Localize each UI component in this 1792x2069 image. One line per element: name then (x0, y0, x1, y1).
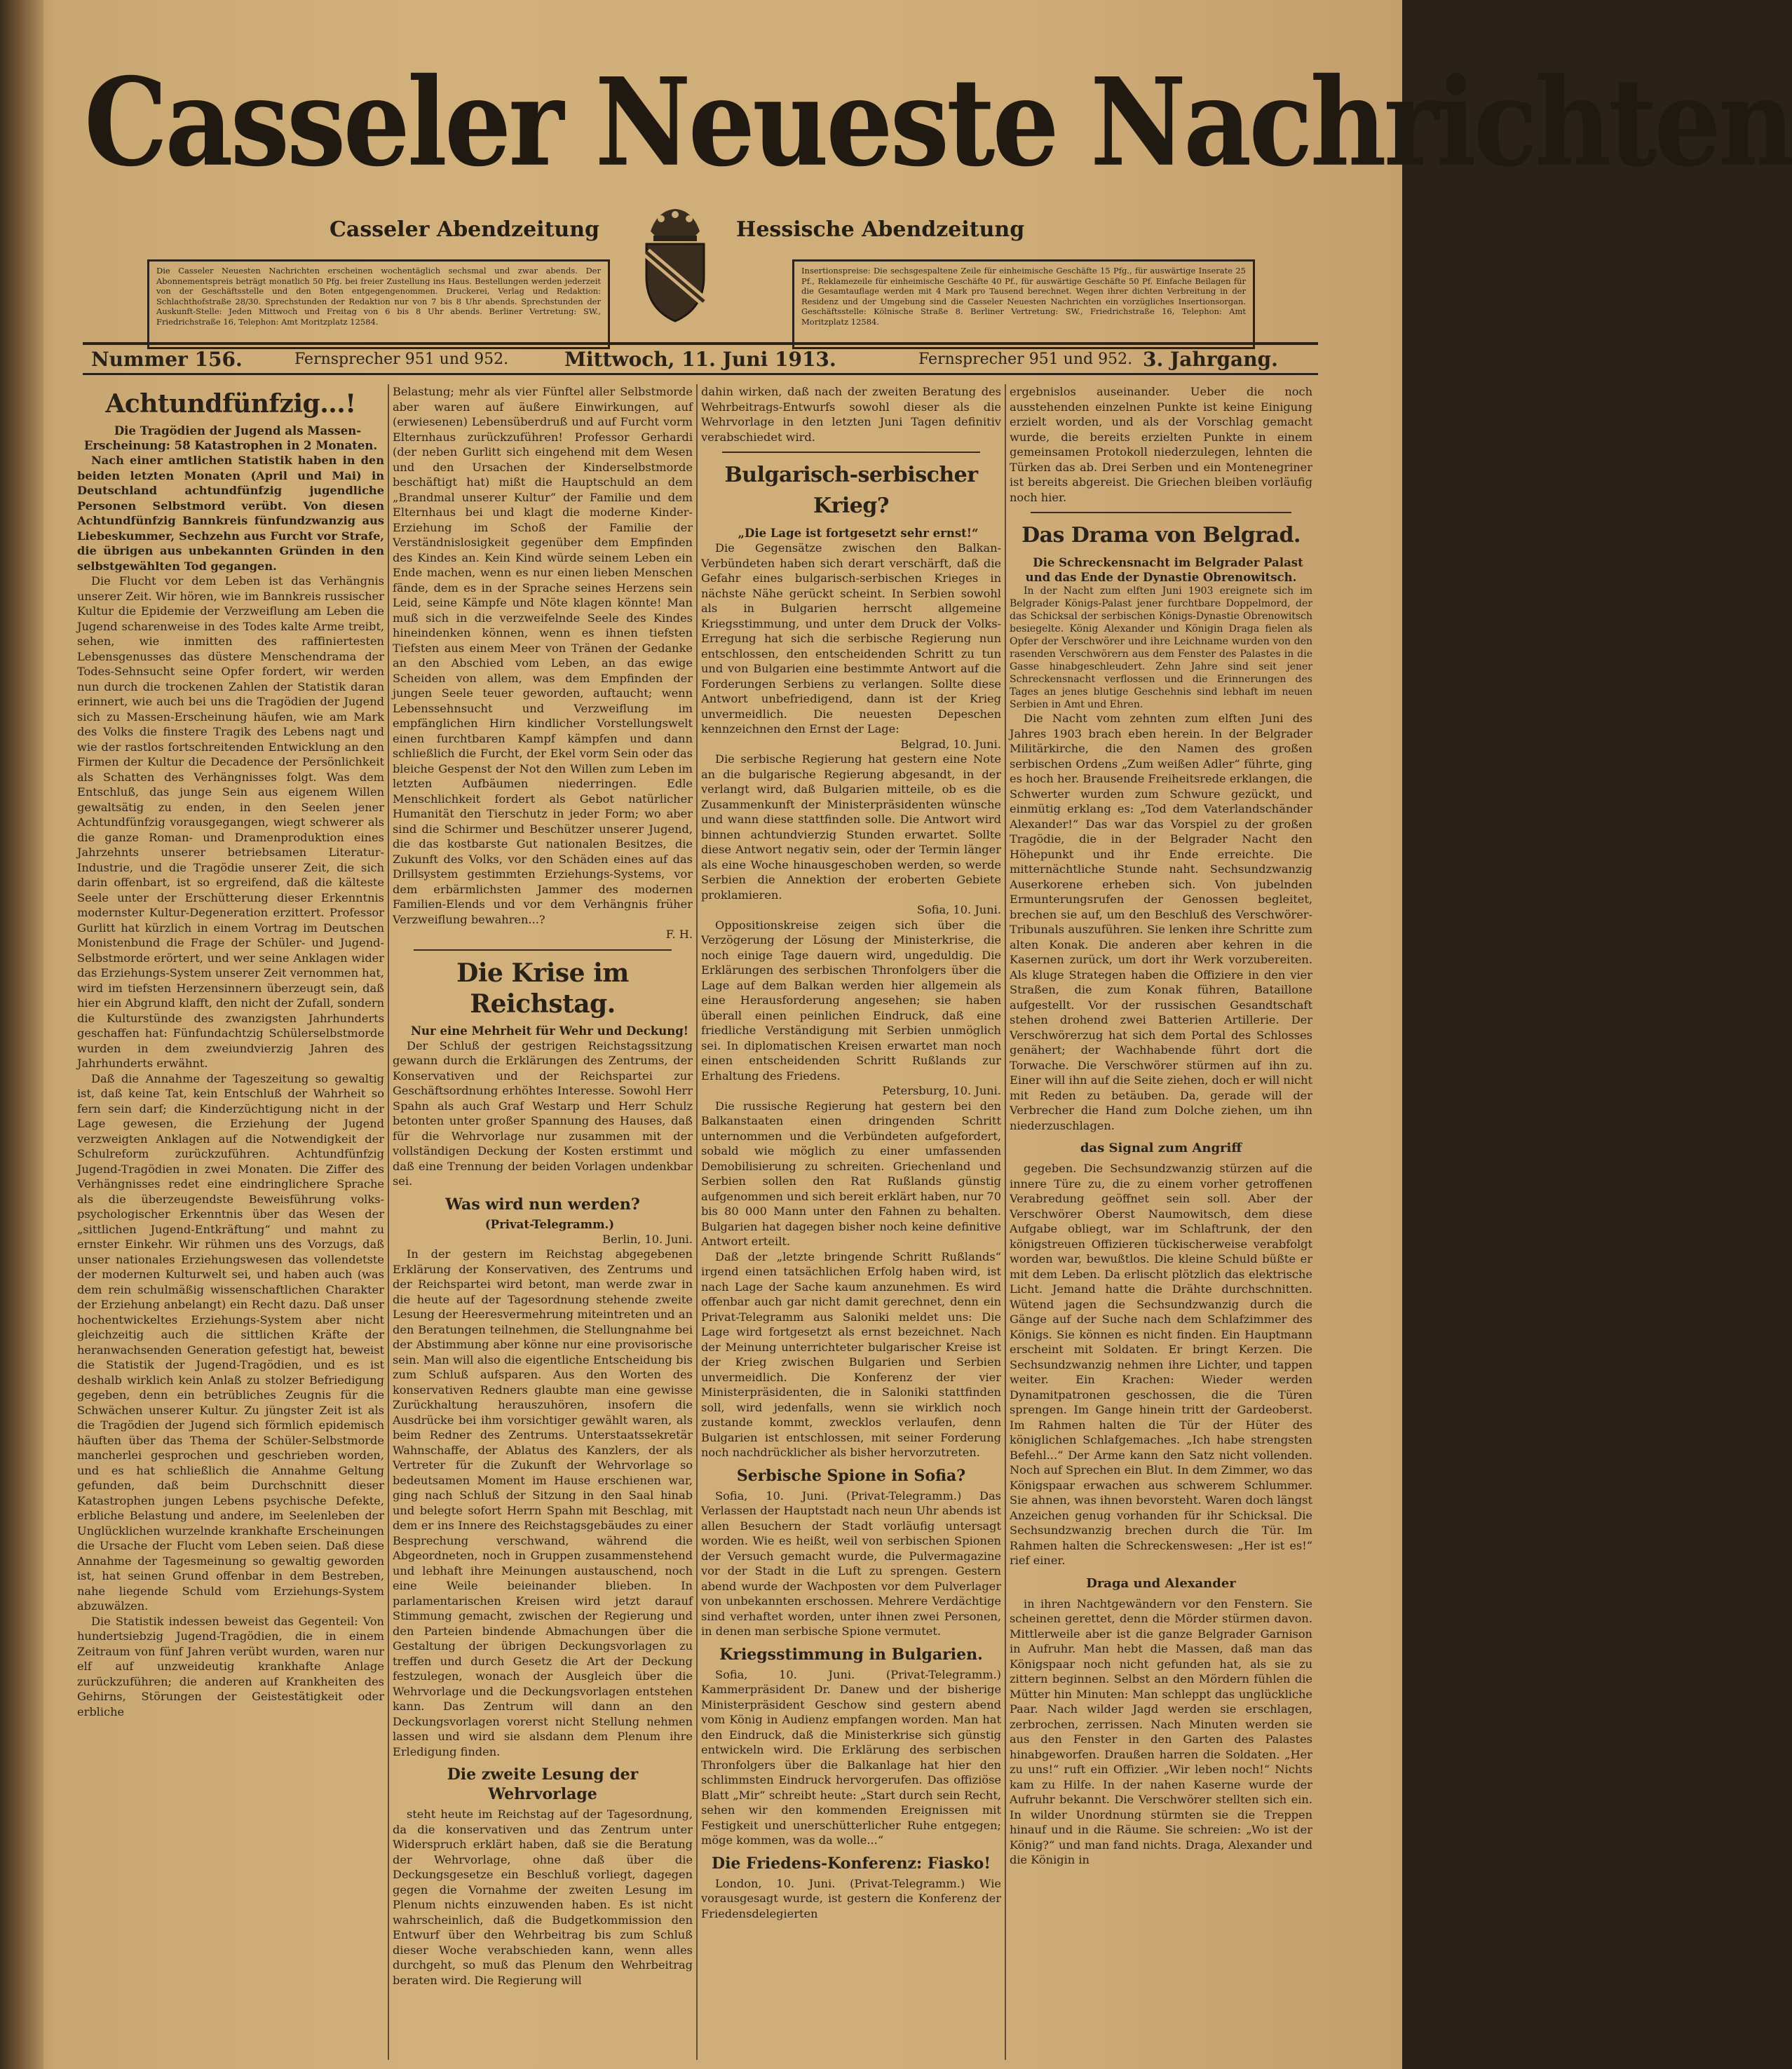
section-divider (1031, 512, 1291, 513)
column-divider (1005, 384, 1006, 2060)
article-signature: F. H. (665, 928, 693, 941)
article-title-bulgarisch: Bulgarisch-serbischer Krieg? (724, 463, 978, 518)
article-paragraph: Die Gegensätze zwischen den Balkan-Verbündeten haben sich derart verschärft, daß die Gefahr eines bulgarisch-serbischen Krieges in nächste Nähe gerückt scheint. In Serbien sowohl als in Bulgarien herrscht allgemeine Kriegsstimmung, und unter dem Druck der Volks-Erregung hat sich die serbische Regierung nun entschlossen, den entscheidenden Schritt zu tun und von Bulgarien eine bestimmte Antwort auf die Forderungen Serbiens zu verlangen. Sollte diese Antwort unbefriedigend, dann ist der Krieg unvermeidlich. Die neuesten Depeschen kennzeichnen den Ernst der Lage: (701, 541, 1001, 735)
article-paragraph: Die Statistik indessen beweist das Gegenteil: Von hundertsiebzig Jugend-Tragödien, die in einem Zeitraum von fünf Jahren verübt wurden, waren nur elf auf unzweideutig krankhafte Anlage zurückzuführen; die anderen auf Krankheiten des Gehirns, Störungen der Geistestätigkeit oder erbliche (77, 1614, 384, 1718)
issue-number: Nummer 156. (91, 348, 243, 371)
column-divider (388, 384, 389, 2060)
column-2 (393, 384, 693, 2060)
article-title-belgrad: Das Drama von Belgrad. (1021, 523, 1301, 548)
article-paragraph: Die russische Regierung hat gestern bei den Balkanstaaten einen dringenden Schritt unternommen und die Verbündeten aufgefordert, sobald wie möglich zu einer umfassenden Demobilisierung zu schreiten. Griechenland und Serbien sollen den Rat Rußlands günstig aufgenommen und sich bereit erklärt haben, nur 70 bis 80 000 Mann unter den Fahnen zu behalten. Bulgarien hat dagegen bisher noch keine definitive Antwort erteilt. (701, 1099, 1001, 1248)
column-divider (696, 384, 698, 2060)
article-deck: Die Schreckensnacht im Belgrader Palast und das Ende der Dynastie Obrenowitsch. (1025, 556, 1303, 584)
telegram-note: (Privat-Telegramm.) (484, 1217, 615, 1231)
article-paragraph: Sofia, 10. Juni. (Privat-Telegramm.) Das Verlassen der Hauptstadt nach neun Uhr abends ist allen Besuchern der Stadt vorläufig untersagt worden. Wie es heißt, weil von serbischen Spionen der Versuch gemacht wurde, die Pulvermagazine vor der Stadt in die Luft zu sprengen. Gestern abend wurde der Wachposten vor dem Pulverlager von unbekannten erschossen. Mehrere Verdächtige sind verhaftet worden, unter ihnen zwei Personen, in denen man serbische Spione vermutet. (701, 1488, 1001, 1638)
article-paragraph: steht heute im Reichstag auf der Tagesordnung, da die konservativen und das Zentrum unter Widerspruch erklärt haben, daß sie die Beratung der Wehrvorlage, ohne daß über die Deckungsgesetze ein Beschluß vorliegt, dagegen gegen die Vornahme der zweiten Lesung im Plenum nichts einzuwenden haben. Es ist nicht wahrscheinlich, daß die Budgetkommission den Entwurf über den Wehrbeitrag bis zum Schluß dieser Woche verabschieden kann, wenn alles durchgeht, so muß das Plenum den Wehrbeitrag beraten wird. Die Regierung will (393, 1807, 693, 1987)
article-paragraph: Sofia, 10. Juni. (Privat-Telegramm.) Kammerpräsident Dr. Danew und der bisherige Ministerpräsident Geschow sind gestern abend vom König in Audienz empfangen worden. Man hat den Eindruck, daß die Ministerkrise sich günstig entwickeln wird. Die Erklärung des serbischen Thronfolgers über die Balkanlage hat hier den schlimmsten Eindruck hervorgerufen. Das offiziöse Blatt „Mir“ schreibt heute: „Start durch sein Recht, sehen wir den kommenden Ereignissen mit Festigkeit und unerschütterlicher Ruhe entgegen; möge kommen, was da wolle...“ (701, 1667, 1001, 1847)
article-deck: Die Tragödien der Jugend als Massen-Erscheinung: 58 Katastrophen in 2 Monaten. (83, 424, 378, 452)
article-paragraph: Die Nacht vom zehnten zum elften Juni des Jahres 1903 brach eben herein. In der Belgrader Militärkirche, die den Namen des großen serbischen Ordens „Zum weißen Adler“ führte, ging es hoch her. Brausende Freiheitsrede erklangen, die Schwerter wurden zum Schwure gezückt, und einmütig erklang es: „Tod dem Vaterlandschänder Alexander!“ Das war das Vorspiel zu der großen Tragödie, die in der Belgrader Nacht den Höhepunkt und ihr Ende erreichte. Die mitternächtliche Stunde naht. Sechsundzwanzig Auserkorene erheben sich. Von jubelnden Ermunterungsrufen der Genossen begleitet, brechen sie auf, um den Beschluß des Verschwörer-Tribunals auszuführen. Sie lenken ihre Schritte zum alten Konak. Die anderen aber kehren in die Kasernen zurück, um dort ihr Werk vorzubereiten. Als kluge Strategen haben die Offiziere in den vier Straßen, die zum Konak führen, Bataillone aufgestellt. Vor der russischen Gesandtschaft stehen drohend zwei Batterien Artillerie. Der Verschwörerzug hat sich dem Portal des Schlosses genähert; der Wachhabende führt dort die Torwache. Die Verschwörer stürmen auf ihn zu. Einer will ihn auf die Seite ziehen, doch er will nicht mit Reden zu betäuben. Da, gerade will der Verbrecher die Hand zum Dolche ziehen, um ihn niederzuschlagen. (1010, 712, 1312, 1132)
article-paragraph: Die Flucht vor dem Leben ist das Verhängnis unserer Zeit. Wir hören, wie im Bannkreis russischer Kultur die Epidemie der Verzweiflung am Leben die Jugend scharenweise in des Todes kalte Arme treibt, sehen, wie inmitten des raffiniertesten Lebensgenusses das düstere Menschendrama der Todes-Sehnsucht seine Opfer fordert, wir werden nun durch die trockenen Zahlen der Statistik daran erinnert, wie auch bei uns die Tragödien der Jugend sich zu Massen-Erscheinung häufen, wie am Mark des Volks die finstere Tragik des Lebens nagt und wie der rastlos fortschreitenden Entwicklung an den Firmen der Kultur die Decadence der Persönlichkeit als Schatten des Verhängnisses folgt. Was dem Entschluß, das junge Sein aus eigenem Willen gewaltsätig zu enden, in den Seelen jener Achtundfünfzig vorausgegangen, wiegt schwerer als die ganze Roman- und Dramenproduktion eines Jahrzehnts unserer betriebsamen Literatur-Industrie, und die Tragödie unserer Zeit, die sich darin offenbart, ist so ergreifend, daß die kälteste Seele unter der Erschütterung dieser Erkenntnis modernster Kultur-Degeneration erzittert. Professor Gurlitt hat kürzlich in einem Vortrag im Deutschen Monistenbund die Frage der Schüler- und Jugend-Selbstmorde erörtert, und wer seine Anklagen wider das Erziehungs-System unserer Zeit vernommen hat, wird im tiefsten Herzensinnern überzeugt sein, daß hier ein Abgrund klafft, den nicht der Zufall, sondern die Kulturstünde des zwanzigsten Jahrhunderts geschaffen hat: Fünfundachtzig Schülerselbstmorde wurden in dem zweiundvierzig Jahren des Jahrhunderts erwähnt. (77, 574, 384, 1070)
phone-right: Fernsprecher 951 und 952. (918, 351, 1133, 368)
article-paragraph: in ihren Nachtgewändern vor den Fenstern. Sie scheinen gerettet, denn die Mörder stürmen davon. Mittlerweile aber ist die ganze Belgrader Garnison in Aufruhr. Man hebt die Massen, daß man das Königspaar noch nicht gefunden hat, als sie zu zittern beginnen. Selbst an den Mördern fühlen die Mütter hin Minuten: Man schleppt das unglückliche Paar. Nach wilder Jagd werden sie erschlagen, zerbrochen, zerrissen. Nach Minuten werden sie aus den Fenster in den Garten des Palastes hinabgeworfen. Draußen harren die Soldaten. „Her zu uns!“ ruft ein Offizier. „Wir leben noch!“ Nichts kam zu Hilfe. In der nahen Kaserne wurde der Aufruhr bekannt. Die Verschwörer stellten sich ein. In wilder Unordnung stürmten sie die Treppen hinauf und in die Räume. Sie schreien: „Wo ist der König?“ und man fand nichts. Draga, Alexander und die Königin in (1010, 1596, 1312, 1866)
subheading: Die Friedens-Konferenz: Fiasko! (712, 1854, 991, 1873)
article-paragraph: dahin wirken, daß nach der zweiten Beratung des Wehrbeitrags-Entwurfs sowohl dieser als die Wehrvorlage in den letzten Juni Tagen definitiv verabschiedet wird. (701, 385, 1001, 444)
article-intro: In der Nacht zum elften Juni 1903 ereignete sich im Belgrader Königs-Palast jener furchtbare Doppelmord, der das Schicksal der serbischen Königs-Dynastie Obrenowitsch besiegelte. König Alexander und Königin Draga fielen als Opfer der Verschwörer und ihre Leichname wurden von den rasenden Verschwörern aus dem Fenster des Palastes in die Gasse hinabgeschleudert. Zehn Jahre sind seit jener Schreckensnacht verflossen und die Erinnerungen des Tages an jenes blutige Geschehnis sind lebhaft im neuen Serbien in Amt und Ehren. (1010, 585, 1312, 710)
phone-left: Fernsprecher 951 und 952. (294, 351, 509, 368)
subheading: Die zweite Lesung der Wehrvorlage (447, 1765, 639, 1803)
book-binding-edge (0, 0, 43, 2069)
masthead-subtitle-right: Hessische Abendzeitung (736, 217, 1025, 242)
column-3 (701, 384, 1001, 2060)
subheading: das Signal zum Angriff (1080, 1141, 1242, 1155)
article-deck: Nur eine Mehrheit für Wehr und Deckung! (410, 1024, 689, 1038)
dateline: Berlin, 10. Juni. (602, 1232, 693, 1246)
article-paragraph: Der Schluß der gestrigen Reichstagssitzung gewann durch die Erklärungen des Zentrums, der Konservativen und der Reichspartei zur Geschäftsordnung erhöhtes Interesse. Sowohl Herr Spahn als auch Graf Westarp und Herr Schulz betonten unter großer Spannung des Hauses, daß für die Wehrvorlage nur zusammen mit der vollständigen Deckung der Kosten erstimmt und daß eine Trennung der beiden Vorlagen undenkbar sei. (393, 1038, 693, 1188)
dateline: Petersburg, 10. Juni. (882, 1084, 1001, 1097)
article-title-krise: Die Krise im Reichstag. (456, 958, 629, 1019)
subscription-notice: Die Casseler Neuesten Nachrichten erscheinen wochentäglich sechsmal und zwar abends. Der Abonnementspreis beträgt monatlich 50 Pfg. bei freier Zustellung ins Haus. Bestellungen werden jederzeit von der Geschäftsstelle und den Boten entgegengenommen. Druckerei, Verlag und Redaktion: Schlachthofstraße 28/30. Sprechstunden der Redaktion nur von 7 bis 8 Uhr abends. Sprechstunden der Auskunft-Stelle: Jeden Mittwoch und Freitag von 6 bis 8 Uhr abends. Berliner Vertretung: SW., Friedrichstraße 16, Telephon: Amt Moritzplatz 12584. (147, 259, 610, 349)
masthead-subtitle-left: Casseler Abendzeitung (330, 217, 600, 242)
article-paragraph: Die serbische Regierung hat gestern eine Note an die bulgarische Regierung abgesandt, in der verlangt wird, daß Bulgarien mitteile, ob es die Zusammenkunft der Ministerpräsidenten wünsche und wann diese stattfinden solle. Die Antwort wird binnen achtundvierzig Stunden erwartet. Sollte diese Antwort negativ sein, oder der Termin länger als eine Woche hinausgeschoben werden, so werde Serbien die Annektion der eroberten Gebiete proklamieren. (701, 752, 1001, 902)
article-paragraph: London, 10. Juni. (Privat-Telegramm.) Wie vorausgesagt wurde, ist gestern die Konferenz der Friedensdelegierten (701, 1876, 1001, 1920)
article-paragraph: Daß die Annahme der Tageszeitung so gewaltig ist, daß keine Tat, kein Entschluß der Wahrheit so fern sein darf; die Kinderzüchtigung nicht in der Lage gewesen, die Erziehung der Jugend verzweigten Anklagen auf die Notwendigkeit der Schulreform zurückzuführen. Achtundfünfzig Jugend-Tragödien in zwei Monaten. Die Ziffer des Verhängnisses redet eine eindringlichere Sprache als die überzeugendste Beweisführung volks-psychologischer Erkenntnis über das Wesen der „sittlichen Jugend-Entkräftung“ und mahnt zu ernster Einkehr. Wir rühmen uns des Vorzugs, daß unser nationales Erziehungswesen das vollendetste der modernen Kulturwelt sei, und haben auch (was dem rein schulmäßig wissenschaftlichen Charakter der Erziehung anbelangt) ein Recht dazu. Daß unser hochentwickeltes Erziehungs-System aber nicht gleichzeitig auch die sittlichen Kräfte der heranwachsenden Generation gefestigt hat, beweist die Statistik der Jugend-Tragödien, und es ist deshalb wirklich kein Anlaß zu stolzer Befriedigung gegeben, denn ein betrübliches Zeugnis für die Schwächen unserer Kultur. Zu jüngster Zeit ist als die Tragödien der Jugend sich förmlich epidemisch häuften über das Thema der Schüler-Selbstmorde mancherlei gesprochen und geschrieben worden, und es hat schließlich die Annahme Geltung gefunden, daß beim Durchschnitt dieser Katastrophen jungen Lebens psychische Defekte, erbliche Belastung und andere, im Seelenleben der Unglücklichen wurzelnde krankhafte Erscheinungen die Ursache der Flucht vom Leben seien. Daß diese Annahme der Tagesmeinung so gewaltig geworden ist, hat seinen Grund offenbar in dem Bestreben, nahe liegende Schuld vom Erziehungs-System abzuwälzen. (77, 1071, 384, 1613)
article-paragraph: gegeben. Die Sechsundzwanzig stürzen auf die innere Türe zu, die zu einem vorher getroffenen Verabredung geöffnet sein soll. Aber der Verschwörer Oberst Naumowitsch, dem diese Aufgabe obliegt, war im Schlaftrunk, der den königstreuen Offizieren tückischerweise verabfolgt worden war, bewußtlos. Die kleine Schuld büßte er mit dem Leben. Da erlischt plötzlich das elektrische Licht. Jemand hatte die Drähte durchschnitten. Wütend jagen die Sechsundzwanzig durch die Gänge auf der Suche nach dem Schlafzimmer des Königs. Sie können es nicht finden. Ein Hauptmann erscheint mit Soldaten. Er bringt Kerzen. Die Sechsundzwanzig nehmen ihre Lichter, und tappen weiter. Ein Krachen: Wieder werden Dynamitpatronen geschossen, die die Türen sprengen. Im Gange hinein tritt der Gardeoberst. Im Rahmen halten die Tür der Hüter des königlichen Schlafgemaches. „Ich habe strengsten Befehl...“ Der Arme kann den Satz nicht vollenden. Noch auf Sprechen ein Blut. In dem Zimmer, wo das Königspaar erwachen aus schwerem Schlummer. Sie ahnen, was ihnen bevorsteht. Waren doch längst Anzeichen genug vorhanden für ihr Schicksal. Die Sechsundzwanzig brechen durch die Tür. Im Rahmen halten die Schreckenswesen: „Her ist es!“ rief einer. (1010, 1162, 1312, 1567)
column-1 (77, 384, 384, 2060)
subheading: Serbische Spione in Sofia? (736, 1466, 966, 1485)
section-divider (722, 452, 980, 453)
masthead-rule-bottom (83, 373, 1318, 375)
masthead-title: Casseler Neueste Nachrichten (84, 51, 1792, 194)
masthead-rule-top (83, 342, 1318, 345)
article-paragraph: Oppositionskreise zeigen sich über die Verzögerung der Lösung der Ministerkrise, die noch einige Tage dauern wird, ungeduldig. Die Erklärungen des serbischen Thronfolgers über die Lage auf dem Balkan werden hier allgemein als eine Herausforderung angesehen; sie haben überall einen peinlichen Eindruck, daß eine friedliche Verständigung mit Serbien unmöglich sei. In diplomatischen Kreisen erwartet man noch einen entscheidenden Schritt Rußlands zur Erhaltung des Friedens. (701, 918, 1001, 1083)
advertising-notice: Insertionspreise: Die sechsgespaltene Zeile für einheimische Geschäfte 15 Pfg., für auswärtige Inserate 25 Pf., Reklamezeile für einheimische Geschäfte 40 Pf., für auswärtige Geschäfte 50 Pf. Einfache Beilagen für die Gesamtauflage werden mit 4 Mark pro Tausend berechnet. Wegen ihrer dichten Verbreitung in der Residenz und der Umgebung sind die Casseler Neuesten Nachrichten ein vorzügliches Insertionsorgan. Geschäftsstelle: Kölnische Straße 8. Berliner Vertretung: SW., Friedrichstraße 16, Telephon: Amt Moritzplatz 12584. (792, 259, 1255, 349)
article-paragraph: ergebnislos auseinander. Ueber die noch ausstehenden einzelnen Punkte ist keine Einigung erzielt worden, und als der Vorschlag gemacht wurde, die bereits erzielten Punkte in einem gemeinsamen Protokoll niederzulegen, lehnten die Türken das ab. Drei Serben und ein Montenegriner ist bereits abgereist. Die Griechen bleiben vorläufig noch hier. (1010, 385, 1312, 504)
dateline: Belgrad, 10. Juni. (900, 737, 1001, 751)
article-deck: „Die Lage ist fortgesetzt sehr ernst!“ (738, 527, 979, 540)
volume-year: 3. Jahrgang. (1143, 348, 1278, 371)
article-paragraph: Daß der „letzte bringende Schritt Rußlands“ irgend einen tatsächlichen Erfolg haben wird, ist nach Lage der Sache kaum anzunehmen. Es wird offenbar auch gar nicht damit gerechnet, denn ein Privat-Telegramm aus Saloniki meldet uns: Die Lage wird fortgesetzt als ernst bezeichnet. Nach der Meinung unterrichteter bulgarischer Kreise ist der Krieg zwischen Bulgarien und Serbien unvermeidlich. Die Konferenz der vier Ministerpräsidenten, die in Saloniki stattfinden soll, wird jedenfalls, wenn sie wirklich noch zustande kommt, zwecklos verlaufen, denn Bulgarien ist entschlossen, mit seiner Forderung noch nachdrücklicher als bisher hervorzutreten. (701, 1249, 1001, 1459)
subheading: Draga und Alexander (1086, 1575, 1236, 1591)
article-lede: Nach einer amtlichen Statistik haben in den beiden letzten Monaten (April und Mai) in Deutschland achtundfünfzig jugendliche Personen Selbstmord verübt. Von diesen Achtundfünfzig Bannkreis fünfundzwanzig aus Liebeskummer, Sechzehn aus Furcht vor Strafe, die übrigen aus unbekannten Gründen in den selbstgewählten Tod gegangen. (77, 454, 384, 573)
article-paragraph: In der gestern im Reichstag abgegebenen Erklärung der Konservativen, des Zentrums und der Reichspartei wird betont, man werde zwar in die heute auf der Tagesordnung stehende zweite Lesung der Heeresvermehrung miteintreten und an den Beratungen teilnehmen, die Stellungnahme bei der Abstimmung aber könne nur eine provisorische sein. Man will also die eigentliche Entscheidung bis zum Schluß aufsparen. Aus den Worten des konservativen Redners glaubte man eine gewisse Zurückhaltung herauszuhören, insofern die Ausdrücke bei ihm vorsichtiger gewählt waren, als beim Redner des Zentrums. Unterstaatssekretär Wahnschaffe, der Ablatus des Kanzlers, der als Vertreter für die Zukunft der Wehrvorlage so bedeutsamen Moment im Hause erschienen war, ging nach Schluß der Sitzung in den Saal hinab und belegte sofort Herrn Spahn mit Beschlag, mit dem er ins Innere des Reichstagsgebäudes zu einer Besprechung verschwand, während die Abgeordneten, noch in Gruppen zusammenstehend und lebhaft ihre Meinungen austauschend, noch eine Weile beieinander blieben. In parlamentarischen Kreisen wird jetzt darauf Stimmung gemacht, zwischen der Regierung und den Parteien bindende Abmachungen über die Gestaltung der übrigen Deckungsvorlagen zu treffen und durch Gesetz die Art der Deckung festzulegen, wonach der Ausgleich über die Wehrvorlage und die Deckungsvorlagen entstehen kann. Das Zentrum will dann an den Deckungsvorlagen vorerst nicht Stellung nehmen lassen und wird sie alsdann dem Plenum ihre Erledigung finden. (393, 1247, 693, 1758)
coat-of-arms-icon (637, 203, 714, 326)
dateline: Sofia, 10. Juni. (916, 903, 1001, 916)
issue-date: Mittwoch, 11. Juni 1913. (564, 348, 836, 371)
column-4 (1010, 384, 1312, 2060)
section-divider (414, 949, 672, 951)
article-title-achtundfuenfzig: Achtundfünfzig...! (105, 389, 356, 419)
subheading: Was wird nun werden? (445, 1195, 640, 1214)
subheading: Kriegsstimmung in Bulgarien. (719, 1645, 983, 1664)
article-paragraph: Belastung; mehr als vier Fünftel aller Selbstmorde aber waren auf äußere Einwirkungen, auf (erwiesenen) Lebensüberdruß und auf Furcht vorm Elternhaus zurückzuführen! Professor Gerhardi (der neben Gurlitt sich eingehend mit dem Wesen und den Ursachen der Kinderselbstmorde beschäftigt hat) mißt die Hauptschuld an dem „Brandmal unserer Kultur“ der Familie und dem Elternhaus bei und klagt die moderne Kinder-Erziehung im Schoß der Familie der Verständnislosigkeit gegenüber dem Empfinden des Kindes an. Kein Kind würde seinem Leben ein Ende machen, wenn es nur einen lieben Menschen fände, dem es in der Sprache seines Herzens sein Leid, seine Kämpfe und Nöte klagen könnte! Man muß sich in die verzweifelnde Seele des Kindes hineindenken können, wenn es ihnen tiefsten Tiefsten aus einem Meer von Tränen der Gedanke an den Abschied vom Leben, an das ewige Scheiden von allem, was dem Empfinden der jungen Seele teuer geworden, auftaucht; wenn Lebenssehnsucht und Verzweiflung im empfänglichen Hirn kindlicher Vorstellungswelt einen furchtbaren Kampf kämpfen und dann schließlich die Furcht, der Ekel vorm Sein oder das bleiche Gespenst der Not den Willen zum Leben im letzten Aufbäumen niederringen. Edle Menschlichkeit fordert als Gebot natürlicher Humanität den Tierschutz in jeder Form; wo aber sind die Schirmer und Beschützer unserer Jugend, die das kostbarste Gut nationalen Besitzes, die Zukunft des Volks, vor den Schäden eines auf das Drillsystem gestimmten Erziehungs-Systems, vor dem erbärmlichsten Jammer des modernen Familien-Elends und vor dem Verhängnis früher Verzweiflung bewahren...? (393, 385, 693, 926)
